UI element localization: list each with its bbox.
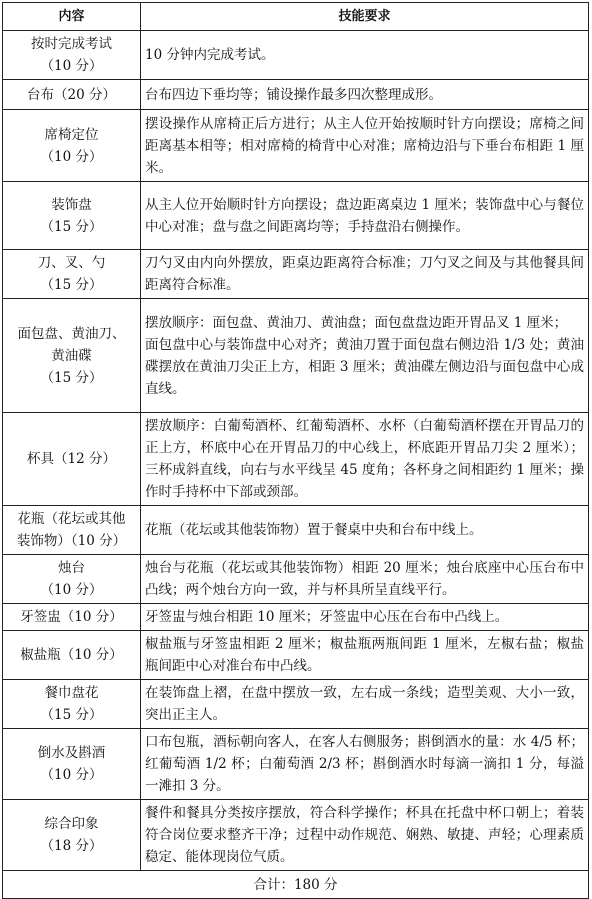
item-cell: 倒水及斟酒 （10 分）: [3, 729, 141, 800]
item-cell: 花瓶（花坛或其他 装饰物）（10 分）: [3, 506, 141, 555]
requirement-cell: 口布包瓶，酒标朝向客人，在客人右侧服务；斟倒酒水的量：水 4/5 杯；红葡萄酒 1/2 杯；白葡萄酒 2/3 杯；斟倒酒水时每滴一滴扣 1 分，每溢一滩扣 3 分。: [141, 729, 589, 800]
item-cell: 席椅定位 （10 分）: [3, 110, 141, 182]
requirement-cell: 摆放顺序：面包盘、黄油刀、黄油盘；面包盘盘边距开胃品叉 1 厘米； 面包盘中心与装饰盘中心对齐；黄油刀置于面包盘右侧边沿 1/3 处；黄油碟摆放在黄油刀尖正上方，相距 3 厘米；黄油碟左侧边沿与面包盘中心成直线。: [141, 299, 589, 413]
requirement-cell: 椒盐瓶与牙签盅相距 2 厘米；椒盐瓶两瓶间距 1 厘米，左椒右盐；椒盐瓶间距中心对准台布中凸线。: [141, 631, 589, 680]
table-row: [3, 555, 589, 604]
table-row: [3, 250, 589, 299]
table-row: [3, 31, 589, 80]
table-row: [3, 800, 589, 871]
item-cell: 杯具（12 分）: [3, 413, 141, 506]
requirement-cell: 摆放顺序：白葡萄酒杯、红葡萄酒杯、水杯（白葡萄酒杯摆在开胃品刀的正上方，杯底中心在开胃品刀的中心线上，杯底距开胃品刀尖 2 厘米）；三杯成斜直线，向右与水平线呈 45 度角；各杯身之间相距约 1 厘米；操作时手持杯中下部或颈部。: [141, 413, 589, 506]
item-cell: 台布（20 分）: [3, 80, 141, 110]
requirement-cell: 在装饰盘上褶，在盘中摆放一致，左右成一条线；造型美观、大小一致，突出正主人。: [141, 680, 589, 729]
table-row: [3, 506, 589, 555]
requirement-cell: 10 分钟内完成考试。: [141, 31, 589, 80]
item-cell: 按时完成考试 （10 分）: [3, 31, 141, 80]
requirement-cell: 从主人位开始顺时针方向摆设；盘边距离桌边 1 厘米；装饰盘中心与餐位中心对准；盘与盘之间距离均等；手持盘沿右侧操作。: [141, 182, 589, 250]
header-requirements: 技能要求: [141, 3, 589, 31]
document-page: [2, 2, 589, 899]
total-row: [3, 871, 589, 899]
skills-table: [2, 2, 589, 899]
table-row: [3, 110, 589, 182]
requirement-cell: 刀勺叉由内向外摆放，距桌边距离符合标准；刀勺叉之间及与其他餐具间距离符合标准。: [141, 250, 589, 299]
item-cell: 餐巾盘花 （15 分）: [3, 680, 141, 729]
item-cell: 装饰盘 （15 分）: [3, 182, 141, 250]
item-cell: 面包盘、黄油刀、 黄油碟 （15 分）: [3, 299, 141, 413]
requirement-cell: 摆设操作从席椅正后方进行；从主人位开始按顺时针方向摆设；席椅之间距离基本相等；相对席椅的椅背中心对准；席椅边沿与下垂台布相距 1 厘米。: [141, 110, 589, 182]
item-cell: 刀、叉、勺 （15 分）: [3, 250, 141, 299]
table-row: [3, 80, 589, 110]
total-cell: 合计：180 分: [3, 871, 589, 899]
requirement-cell: 花瓶（花坛或其他装饰物）置于餐桌中央和台布中线上。: [141, 506, 589, 555]
table-row: [3, 604, 589, 631]
table-row: [3, 182, 589, 250]
requirement-cell: 台布四边下垂均等；铺设操作最多四次整理成形。: [141, 80, 589, 110]
table-row: [3, 299, 589, 413]
table-row: [3, 729, 589, 800]
item-cell: 烛台 （10 分）: [3, 555, 141, 604]
requirement-cell: 牙签盅与烛台相距 10 厘米；牙签盅中心压在台布中凸线上。: [141, 604, 589, 631]
table-header-row: [3, 3, 589, 31]
requirement-cell: 餐件和餐具分类按序摆放，符合科学操作；杯具在托盘中杯口朝上；着装符合岗位要求整齐干净；过程中动作规范、娴熟、敏捷、声轻；心理素质稳定、能体现岗位气质。: [141, 800, 589, 871]
item-cell: 综合印象 （18 分）: [3, 800, 141, 871]
table-row: [3, 680, 589, 729]
header-content: 内容: [3, 3, 141, 31]
table-body: [3, 31, 589, 871]
requirement-cell: 烛台与花瓶（花坛或其他装饰物）相距 20 厘米；烛台底座中心压台布中凸线；两个烛台方向一致，并与杯具所呈直线平行。: [141, 555, 589, 604]
item-cell: 椒盐瓶（10 分）: [3, 631, 141, 680]
table-row: [3, 631, 589, 680]
table-row: [3, 413, 589, 506]
item-cell: 牙签盅（10 分）: [3, 604, 141, 631]
